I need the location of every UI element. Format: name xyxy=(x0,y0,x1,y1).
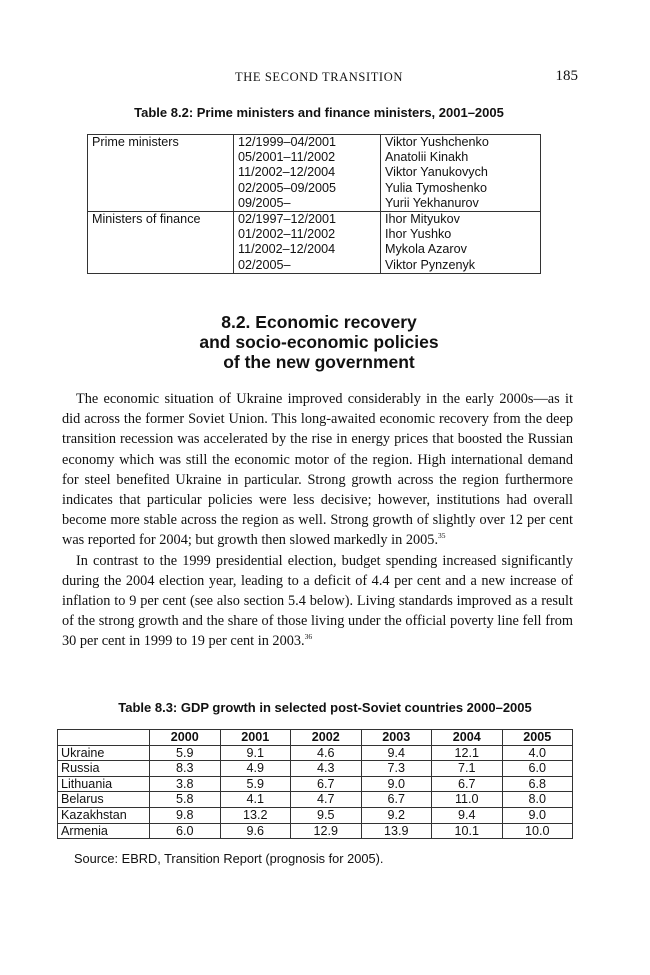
term-period: 11/2002–12/2004 xyxy=(238,242,336,257)
growth-value-cell: 9.0 xyxy=(361,776,432,792)
growth-value-cell: 6.0 xyxy=(502,761,573,777)
section-heading-line: 8.2. Economic recovery xyxy=(221,312,417,332)
table-row xyxy=(58,776,573,792)
growth-value-cell: 9.6 xyxy=(220,823,291,839)
country-cell: Armenia xyxy=(58,823,150,839)
footnote-marker: 36 xyxy=(304,632,313,642)
column-header: 2000 xyxy=(150,730,221,746)
paragraph xyxy=(62,389,573,551)
growth-value-cell: 10.0 xyxy=(502,823,573,839)
role-cell: Ministers of finance xyxy=(88,212,234,274)
minister-name: Yurii Yekhanurov xyxy=(385,195,479,210)
growth-value-cell: 13.2 xyxy=(220,807,291,823)
period-cell xyxy=(234,135,381,212)
table-header-row xyxy=(58,730,573,746)
term-period: 11/2002–12/2004 xyxy=(238,165,336,180)
growth-value-cell: 9.5 xyxy=(291,807,362,823)
growth-value-cell: 9.4 xyxy=(432,807,503,823)
column-header: 2002 xyxy=(291,730,362,746)
growth-value-cell: 5.9 xyxy=(220,776,291,792)
table-row xyxy=(88,212,541,274)
table-row xyxy=(58,745,573,761)
table-row xyxy=(88,135,541,212)
column-header: 2005 xyxy=(502,730,573,746)
column-header: 2001 xyxy=(220,730,291,746)
term-period: 02/2005–09/2005 xyxy=(238,180,337,195)
growth-value-cell: 9.8 xyxy=(150,807,221,823)
table-row xyxy=(58,823,573,839)
growth-value-cell: 4.6 xyxy=(291,745,362,761)
column-header: 2003 xyxy=(361,730,432,746)
table-source-note: Source: EBRD, Transition Report (prognosis for 2005). xyxy=(74,851,384,866)
country-cell: Russia xyxy=(58,761,150,777)
column-header: 2004 xyxy=(432,730,503,746)
growth-value-cell: 12.1 xyxy=(432,745,503,761)
growth-value-cell: 5.9 xyxy=(150,745,221,761)
growth-value-cell: 6.7 xyxy=(291,776,362,792)
term-period: 12/1999–04/2001 xyxy=(238,135,337,149)
term-period: 02/2005– xyxy=(238,257,291,272)
table-row xyxy=(58,792,573,808)
page-number: 185 xyxy=(555,68,578,84)
term-period: 09/2005– xyxy=(238,195,291,210)
growth-value-cell: 8.0 xyxy=(502,792,573,808)
minister-name: Viktor Yushchenko xyxy=(385,135,489,149)
minister-name: Mykola Azarov xyxy=(385,242,467,257)
growth-value-cell: 4.0 xyxy=(502,745,573,761)
minister-name: Ihor Yushko xyxy=(385,227,452,242)
growth-value-cell: 7.1 xyxy=(432,761,503,777)
gdp-growth-table xyxy=(57,729,573,839)
table-8-3-caption: Table 8.3: GDP growth in selected post-Soviet countries 2000–2005 xyxy=(118,700,532,715)
name-cell xyxy=(381,212,541,274)
column-header xyxy=(58,730,150,746)
table-row xyxy=(58,761,573,777)
growth-value-cell: 5.8 xyxy=(150,792,221,808)
country-cell: Ukraine xyxy=(58,745,150,761)
table-8-2-caption: Table 8.2: Prime ministers and finance ministers, 2001–2005 xyxy=(134,105,504,120)
growth-value-cell: 9.1 xyxy=(220,745,291,761)
growth-value-cell: 9.4 xyxy=(361,745,432,761)
period-cell xyxy=(234,212,381,274)
growth-value-cell: 6.7 xyxy=(432,776,503,792)
country-cell: Belarus xyxy=(58,792,150,808)
growth-value-cell: 4.9 xyxy=(220,761,291,777)
growth-value-cell: 4.3 xyxy=(291,761,362,777)
minister-name: Anatolii Kinakh xyxy=(385,150,469,165)
section-heading-line: and socio-economic policies xyxy=(199,332,439,352)
paragraph xyxy=(62,551,573,652)
growth-value-cell: 11.0 xyxy=(432,792,503,808)
section-heading xyxy=(60,312,578,372)
ministers-table xyxy=(87,134,541,274)
country-cell: Kazakhstan xyxy=(58,807,150,823)
minister-name: Ihor Mityukov xyxy=(385,212,460,227)
running-title: THE SECOND TRANSITION xyxy=(235,70,403,84)
growth-value-cell: 6.0 xyxy=(150,823,221,839)
growth-value-cell: 10.1 xyxy=(432,823,503,839)
growth-value-cell: 6.8 xyxy=(502,776,573,792)
growth-value-cell: 8.3 xyxy=(150,761,221,777)
paragraph-text: The economic situation of Ukraine improved considerably in the early 2000s—as it did across the former Soviet Union. This long-awaited economic recovery from the deep transition recession was accelerated by the rise in energy prices that boosted the Russian economy which was still the economic motor of the region. High international demand for steel benefited Ukraine in particular. Strong growth across the region furthermore indicates that particular policies were less decisive; however, institutions had overall become more stable across the region as well. Strong growth of slightly over 12 per cent was reported for 2004; but growth then slowed markedly in 2005. xyxy=(62,391,573,549)
country-cell: Lithuania xyxy=(58,776,150,792)
footnote-marker: 35 xyxy=(438,531,446,541)
name-cell xyxy=(381,135,541,212)
term-period: 02/1997–12/2001 xyxy=(238,212,337,227)
growth-value-cell: 6.7 xyxy=(361,792,432,808)
growth-value-cell: 9.2 xyxy=(361,807,432,823)
role-cell: Prime ministers xyxy=(88,135,234,212)
growth-value-cell: 12.9 xyxy=(291,823,362,839)
paragraph-text: In contrast to the 1999 presidential election, budget spending increased significantly during the 2004 election year, leading to a deficit of 4.4 per cent and a new increase of inflation to 9 per cent (see also section 5.4 below). Living standards improved as a result of the strong growth and the share of those living under the official poverty line fell from 30 per cent in 1999 to 19 per cent in 2003. xyxy=(62,552,573,650)
minister-name: Yulia Tymoshenko xyxy=(385,180,487,195)
term-period: 05/2001–11/2002 xyxy=(238,150,336,165)
growth-value-cell: 9.0 xyxy=(502,807,573,823)
body-text xyxy=(62,389,573,652)
growth-value-cell: 7.3 xyxy=(361,761,432,777)
growth-value-cell: 4.1 xyxy=(220,792,291,808)
growth-value-cell: 13.9 xyxy=(361,823,432,839)
term-period: 01/2002–11/2002 xyxy=(238,227,336,242)
growth-value-cell: 4.7 xyxy=(291,792,362,808)
section-heading-line: of the new government xyxy=(223,352,415,372)
growth-value-cell: 3.8 xyxy=(150,776,221,792)
minister-name: Viktor Yanukovych xyxy=(385,165,488,180)
running-head xyxy=(60,70,578,88)
table-row xyxy=(58,807,573,823)
minister-name: Viktor Pynzenyk xyxy=(385,257,476,272)
